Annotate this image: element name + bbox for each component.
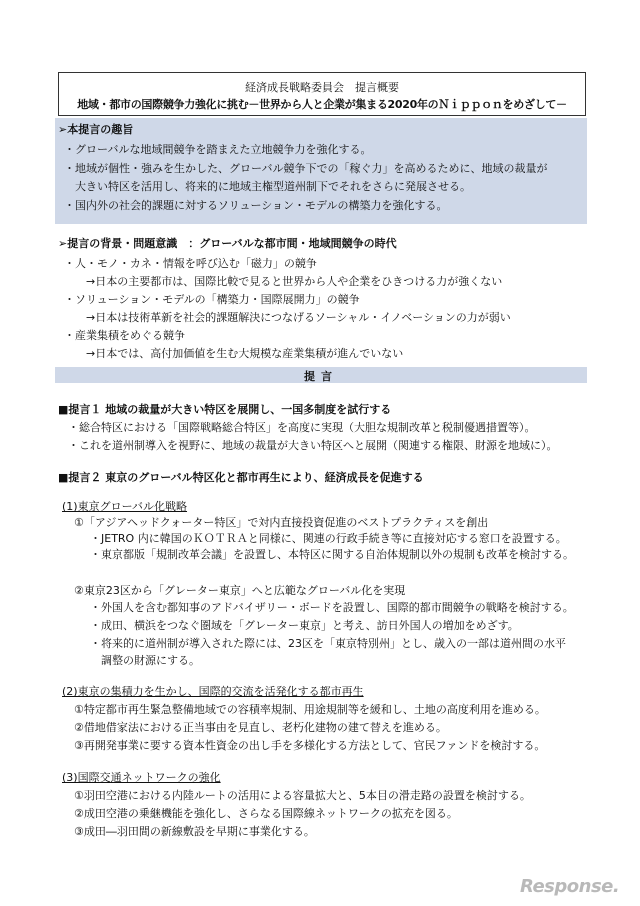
- proposal1-line: ・これを道州制導入を視野に、地域の裁量が大きい特区へと展開（関連する権限、財源を地域に）。: [68, 439, 558, 452]
- response-watermark-logo: Response.: [520, 876, 620, 897]
- proposal2-sub3-heading: (3)国際交通ネットワークの強化: [62, 771, 221, 784]
- background-line: →日本の主要都市は、国際比較で見ると世界から人や企業をひきつける力が強くない: [64, 275, 503, 288]
- sub1-line: ・将来的に道州制が導入された際には、23区を「東京特別州」とし、歳入の一部は道州間の水平: [90, 637, 566, 650]
- summary-heading: ➢本提言の趣旨: [58, 123, 134, 136]
- sub1-line: ・成田、横浜をつなぐ圏域を「グレーター東京」と考え、訪日外国人の増加をめざす。: [90, 619, 519, 632]
- sub1-line: ・JETRO 内に韓国のＫＯＴＲＡと同様に、関連の行政手続き等に直接対応する窓口を設置する。: [90, 532, 567, 545]
- title-box: [58, 72, 586, 116]
- sub2-line: ②借地借家法における正当事由を見直し、老朽化建物の建て替えを進める。: [74, 721, 447, 734]
- sub1-line: ②東京23区から「グレーター東京」へと広範なグローバル化を実現: [74, 584, 406, 597]
- sub3-line: ③成田―羽田間の新線敷設を早期に事業化する。: [74, 825, 315, 838]
- sub1-line: ・外国人を含む都知事のアドバイザリー・ボードを設置し、国際的都市間競争の戦略を検討する。: [90, 601, 574, 614]
- summary-line: ・国内外の社会的課題に対するソリューション・モデルの構築力を強化する。: [64, 199, 448, 212]
- background-line: ・産業集積をめぐる競争: [64, 329, 185, 342]
- sub1-line: ・東京都版「規制改革会議」を設置し、本特区に関する自治体規制以外の規制も改革を検討する。: [90, 548, 574, 561]
- summary-line: 大きい特区を活用し、将来的に地域主権型道州制下でそれをさらに発展させる。: [64, 180, 471, 193]
- proposal2-sub2-heading: (2)東京の集積力を生かし、国際的交流を活発化する都市再生: [62, 685, 364, 698]
- summary-line: ・グローバルな地域間競争を踏まえた立地競争力を強化する。: [64, 143, 372, 156]
- document-subtitle: 地域・都市の国際競争力強化に挑む－世界から人と企業が集まる2020年のＮｉｐｐｏｎをめざして－: [77, 98, 567, 111]
- proposal-bar: [55, 367, 587, 383]
- background-line: ・人・モノ・カネ・情報を呼び込む「磁力」の競争: [64, 257, 317, 270]
- background-heading: ➢提言の背景・問題意識 ：グローバルな都市間・地域間競争の時代: [58, 237, 397, 250]
- proposal-bar-label: 提言: [304, 370, 338, 383]
- summary-line: ・地域が個性・強みを生かした、グローバル競争下での「稼ぐ力」を高めるために、地域の裁量が: [64, 162, 548, 175]
- sub1-line: 調整の財源にする。: [90, 654, 200, 667]
- sub2-line: ①特定都市再生緊急整備地域での容積率規制、用途規制等を緩和し、土地の高度利用を進める。: [74, 703, 546, 716]
- sub2-line: ③再開発事業に要する資本性資金の出し手を多様化する方法として、官民ファンドを検討する。: [74, 739, 546, 752]
- sub3-line: ②成田空港の乗継機能を強化し、さらなる国際線ネットワークの拡充を図る。: [74, 807, 458, 820]
- background-line: →日本は技術革新を社会的課題解決につなげるソーシャル・イノベーションの力が弱い: [64, 311, 511, 324]
- proposal2-heading: ■提言２ 東京のグローバル特区化と都市再生により、経済成長を促進する: [58, 471, 424, 484]
- proposal2-sub1-heading: (1)東京グローバル化戦略: [62, 500, 188, 513]
- proposal1-heading: ■提言１ 地域の裁量が大きい特区を展開し、一国多制度を試行する: [58, 403, 392, 416]
- proposal1-line: ・総合特区における「国際戦略総合特区」を高度に実現（大胆な規制改革と税制優遇措置等）。: [68, 421, 536, 434]
- background-line: →日本では、高付加価値を生む大規模な産業集積が進んでいない: [64, 347, 404, 360]
- document-title: 経済成長戦略委員会 提言概要: [245, 81, 399, 94]
- sub1-line: ①「アジアヘッドクォーター特区」で対内直接投資促進のベストプラクティスを創出: [74, 516, 489, 529]
- background-line: ・ソリューション・モデルの「構築力・国際展開力」の競争: [64, 293, 360, 306]
- sub3-line: ①羽田空港における内陸ルートの活用による容量拡大と、5本目の滑走路の設置を検討する。: [74, 789, 531, 802]
